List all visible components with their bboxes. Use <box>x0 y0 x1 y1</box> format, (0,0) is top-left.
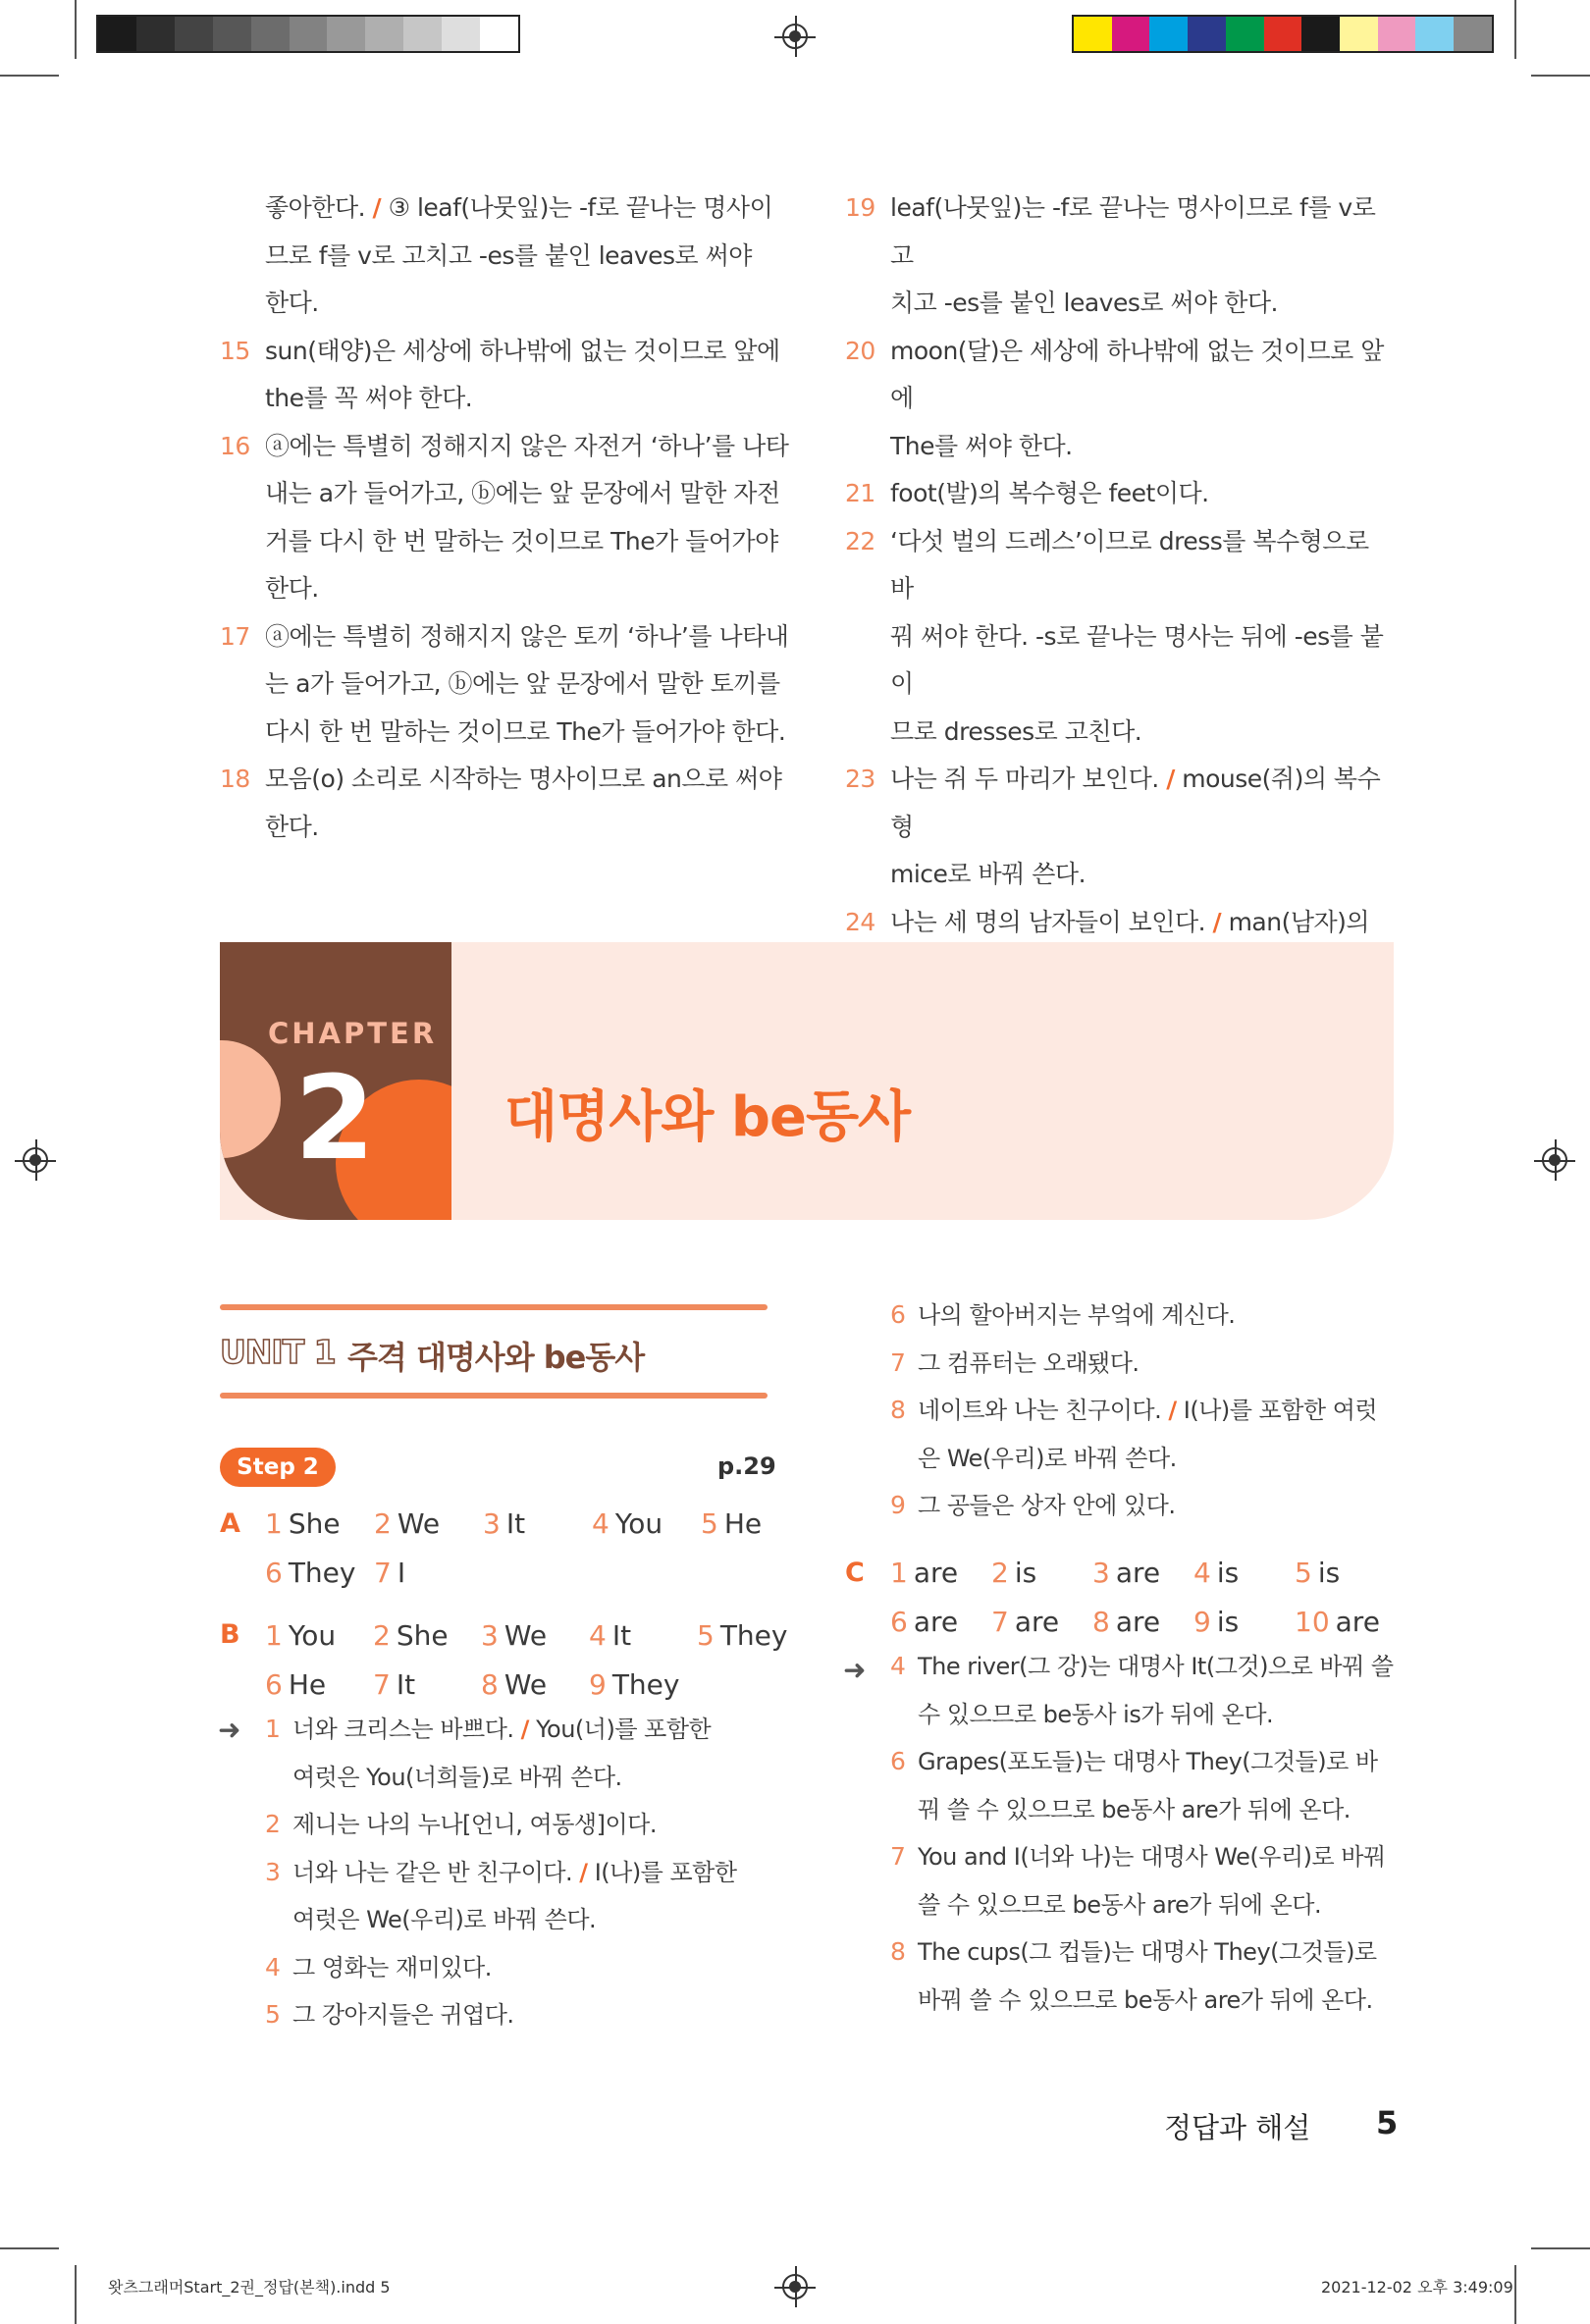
explanation-item <box>220 756 789 851</box>
item-text: sun(태양)은 세상에 하나밖에 없는 것이므로 앞에 <box>265 336 780 365</box>
item-number: 9 <box>890 1491 906 1519</box>
item-number: 8 <box>890 1396 906 1424</box>
registration-mark-right-icon <box>1542 1147 1567 1173</box>
item-line <box>265 470 789 518</box>
explanation-item <box>845 470 1395 518</box>
explanation-item <box>845 185 1395 328</box>
section-a-letter: A <box>220 1508 240 1539</box>
item-number: 6 <box>890 1300 906 1329</box>
color-swatch <box>1301 17 1340 51</box>
answer-number: 4 <box>589 1619 607 1652</box>
answer-value: They <box>288 1557 356 1589</box>
item-number: 7 <box>890 1347 906 1377</box>
item-number: 20 <box>845 336 875 365</box>
answer-value: He <box>723 1507 763 1540</box>
item-text: 거를 다시 한 번 말하는 것이므로 The가 들어가야 <box>265 526 778 555</box>
section-b-notes-continued <box>890 1292 1401 1530</box>
color-swatch <box>213 17 251 51</box>
item-number: 5 <box>265 2000 281 2029</box>
item-line <box>890 423 1395 471</box>
item-line <box>265 375 789 423</box>
crop-mark <box>75 2265 77 2324</box>
answer-value: is <box>1216 1557 1240 1589</box>
item-text: 꿔 쓸 수 있으므로 be동사 are가 뒤에 온다. <box>918 1795 1351 1823</box>
item-line <box>918 1928 1401 1977</box>
page-number: 5 <box>1376 2104 1399 2141</box>
answer-number: 3 <box>481 1619 499 1652</box>
item-line <box>918 1691 1401 1739</box>
answer-value: It <box>611 1619 632 1652</box>
item-text: The cups(그 컵들)는 대명사 They(그것들)로 <box>918 1938 1377 1966</box>
crop-mark <box>0 2247 59 2249</box>
answer-value: We <box>504 1619 548 1652</box>
chapter-label: CHAPTER <box>268 1017 438 1050</box>
unit-title: 주격 대명사와 be동사 <box>347 1339 645 1376</box>
item-number: 18 <box>220 765 250 793</box>
answer-value: It <box>396 1668 416 1701</box>
item-text: 바꿔 쓸 수 있으므로 be동사 are가 뒤에 온다. <box>918 1985 1373 2014</box>
item-line <box>918 1292 1401 1340</box>
slug-timestamp: 2021-12-02 오후 3:49:09 <box>1321 2278 1513 2297</box>
item-text: I(나)를 포함한 <box>587 1858 737 1886</box>
answer-number: 4 <box>592 1507 610 1540</box>
explanation-item <box>220 185 789 328</box>
answer-value: are <box>913 1557 959 1589</box>
color-swatch <box>442 17 480 51</box>
color-swatch <box>1149 17 1188 51</box>
footer-title: 정답과 해설 <box>1164 2111 1311 2144</box>
item-text: 나는 세 명의 남자들이 보인다. <box>890 907 1213 936</box>
arrow-icon: ➜ <box>218 1714 241 1746</box>
item-number: 15 <box>220 336 250 365</box>
item-line <box>890 518 1395 613</box>
slash-separator: / <box>579 1858 588 1886</box>
explanation-item <box>265 1801 775 1849</box>
explanation-item <box>265 1944 775 1992</box>
answer-value: is <box>1317 1557 1341 1589</box>
slash-separator: / <box>1166 765 1175 793</box>
color-swatch <box>403 17 442 51</box>
answer-number: 3 <box>1092 1557 1110 1589</box>
explanation-item <box>220 613 789 757</box>
item-text: You and I(너와 나)는 대명사 We(우리)로 바꿔 <box>918 1843 1386 1871</box>
item-line <box>890 709 1395 757</box>
answer-number: 9 <box>1193 1606 1211 1638</box>
answer-number: 6 <box>890 1606 908 1638</box>
item-text: 네이트와 나는 친구이다. <box>918 1397 1169 1424</box>
color-swatch <box>1454 17 1492 51</box>
registration-mark-bottom-icon <box>782 2274 808 2299</box>
item-number: 19 <box>845 193 875 222</box>
top-left-explanations <box>220 185 789 851</box>
color-swatch <box>1340 17 1378 51</box>
item-text: 쓸 수 있으므로 be동사 are가 뒤에 온다. <box>918 1890 1322 1919</box>
section-c-notes <box>890 1643 1401 2024</box>
answer-number: 2 <box>373 1619 391 1652</box>
item-text: 은 We(우리)로 바꿔 쓴다. <box>918 1444 1177 1472</box>
item-number: 17 <box>220 621 250 651</box>
answer-number: 3 <box>483 1507 501 1540</box>
item-text: 수 있으므로 be동사 is가 뒤에 온다. <box>918 1700 1274 1728</box>
color-swatch <box>290 17 328 51</box>
item-text: ③ leaf(나뭇잎)는 -f로 끝나는 명사이 <box>381 193 773 222</box>
item-text: 한다. <box>265 574 319 603</box>
unit-rule-bottom <box>220 1393 768 1399</box>
color-swatch <box>1074 17 1112 51</box>
item-line <box>918 1435 1401 1483</box>
explanation-item <box>845 328 1395 471</box>
item-line <box>265 565 789 613</box>
answer-value: She <box>396 1619 449 1652</box>
item-line <box>265 709 789 757</box>
section-b-letter: B <box>220 1619 240 1650</box>
explanation-item <box>890 1928 1401 2024</box>
slash-separator: / <box>1168 1397 1177 1424</box>
answer-number: 8 <box>1092 1606 1110 1638</box>
item-number: 6 <box>890 1747 906 1775</box>
color-swatch <box>251 17 290 51</box>
explanation-item <box>265 1991 775 2039</box>
item-number: 2 <box>265 1810 281 1838</box>
explanation-item <box>845 756 1395 899</box>
answer-number: 1 <box>890 1557 908 1589</box>
item-text: I(나)를 포함한 여럿 <box>1176 1397 1378 1424</box>
explanation-item <box>265 1849 775 1944</box>
item-line <box>890 185 1395 280</box>
item-number: 8 <box>890 1937 906 1966</box>
answer-value: are <box>913 1606 959 1638</box>
section-c-letter: C <box>845 1558 865 1588</box>
explanation-item <box>890 1482 1401 1530</box>
item-text: 치고 -es를 붙인 leaves로 써야 한다. <box>890 289 1278 317</box>
item-text: 나의 할아버지는 부엌에 계신다. <box>918 1301 1236 1329</box>
item-text: 그 컴퓨터는 오래됐다. <box>918 1348 1140 1377</box>
item-line <box>292 1991 775 2039</box>
crop-mark <box>1514 2265 1516 2324</box>
answer-value: It <box>505 1507 526 1540</box>
item-line <box>265 613 789 661</box>
slash-separator: / <box>1212 907 1222 936</box>
chapter-title: 대명사와 be동사 <box>504 1085 911 1149</box>
item-text: You(너)를 포함한 <box>528 1716 712 1743</box>
answer-number: 6 <box>265 1557 283 1589</box>
item-line <box>918 1881 1401 1929</box>
item-text: 그 강아지들은 귀엽다. <box>292 2001 514 2029</box>
answer-value: You <box>288 1619 337 1652</box>
registration-mark-top-icon <box>782 24 808 49</box>
explanation-item <box>265 1706 775 1801</box>
answer-number: 2 <box>374 1507 392 1540</box>
item-line <box>292 1801 775 1849</box>
item-number: 23 <box>845 765 875 793</box>
step-badge: Step 2 <box>220 1448 336 1487</box>
color-swatch <box>1226 17 1264 51</box>
item-line <box>265 518 789 566</box>
explanation-item <box>890 1643 1401 1738</box>
item-text: foot(발)의 복수형은 feet이다. <box>890 479 1209 507</box>
item-line <box>265 280 789 328</box>
answer-number: 7 <box>373 1668 391 1701</box>
answer-value: He <box>288 1668 327 1701</box>
color-swatch <box>98 17 136 51</box>
color-swatch <box>1264 17 1302 51</box>
item-number: 24 <box>845 907 875 936</box>
item-number: 21 <box>845 479 875 507</box>
item-line <box>265 423 789 471</box>
item-line <box>265 756 789 804</box>
item-line <box>265 233 789 281</box>
item-line <box>265 660 789 709</box>
answer-value: They <box>719 1619 788 1652</box>
item-line <box>292 1849 775 1897</box>
page-reference: p.29 <box>717 1452 776 1480</box>
item-line <box>918 1340 1401 1388</box>
answer-number: 5 <box>697 1619 715 1652</box>
crop-mark <box>75 0 77 59</box>
answer-value: are <box>1014 1606 1060 1638</box>
item-text: 한다. <box>265 812 319 841</box>
answer-number: 6 <box>265 1668 283 1701</box>
item-number: 4 <box>890 1652 906 1680</box>
item-line <box>918 1738 1401 1786</box>
item-number: 1 <box>265 1715 281 1743</box>
explanation-item <box>890 1387 1401 1482</box>
item-line <box>890 756 1395 851</box>
item-text: mouse(쥐)의 복수형 <box>890 765 1381 841</box>
explanation-item <box>845 518 1395 757</box>
registration-mark-left-icon <box>23 1147 48 1173</box>
item-line <box>918 1387 1401 1435</box>
item-text: 한다. <box>265 289 319 317</box>
item-text: 여럿은 We(우리)로 바꿔 쓴다. <box>292 1906 597 1933</box>
color-swatch <box>1188 17 1226 51</box>
unit-rule-top <box>220 1304 768 1310</box>
item-text: leaf(나뭇잎)는 -f로 끝나는 명사이므로 f를 v로 고 <box>890 193 1376 270</box>
color-swatch <box>365 17 403 51</box>
slash-separator: / <box>372 193 382 222</box>
color-swatch <box>175 17 213 51</box>
item-line <box>890 470 1395 518</box>
answer-number: 5 <box>701 1507 718 1540</box>
color-bar <box>1072 15 1494 53</box>
answer-value: are <box>1115 1557 1161 1589</box>
item-text: 내는 a가 들어가고, ⓑ에는 앞 문장에서 말한 자전 <box>265 479 780 507</box>
item-text: 므로 f를 v로 고치고 -es를 붙인 leaves로 써야 <box>265 240 752 270</box>
item-text: Grapes(포도들)는 대명사 They(그것들)로 바 <box>918 1748 1378 1775</box>
item-number: 4 <box>265 1952 281 1981</box>
item-text: 다시 한 번 말하는 것이므로 The가 들어가야 한다. <box>265 716 786 746</box>
item-text: moon(달)은 세상에 하나밖에 없는 것이므로 앞에 <box>890 336 1384 412</box>
item-line <box>890 851 1395 899</box>
item-text: ⓐ에는 특별히 정해지지 않은 토끼 ‘하나’를 나타내 <box>265 621 789 651</box>
item-text: 좋아한다. <box>265 193 373 222</box>
answer-number: 9 <box>589 1668 607 1701</box>
item-line <box>292 1706 775 1754</box>
answer-value: We <box>504 1668 548 1701</box>
color-swatch <box>1112 17 1150 51</box>
explanation-item <box>220 423 789 613</box>
item-line <box>890 280 1395 328</box>
explanation-item <box>220 328 789 423</box>
crop-mark <box>1531 2247 1590 2249</box>
chapter-number: 2 <box>294 1050 376 1186</box>
item-line <box>265 185 789 233</box>
unit-tag: UNIT 1 <box>220 1333 336 1371</box>
crop-mark <box>1531 75 1590 77</box>
item-line <box>918 1833 1401 1881</box>
item-line <box>918 1786 1401 1834</box>
item-line <box>292 1754 775 1802</box>
answer-value: We <box>397 1507 441 1540</box>
crop-mark <box>0 75 59 77</box>
item-line <box>292 1896 775 1944</box>
item-text: 너와 크리스는 바쁘다. <box>292 1716 521 1743</box>
item-text: 여럿은 You(너희들)로 바꿔 쓴다. <box>292 1763 622 1791</box>
answer-value: are <box>1335 1606 1380 1638</box>
section-b-notes <box>265 1706 775 2039</box>
item-text: the를 꼭 써야 한다. <box>265 384 473 412</box>
item-number: 7 <box>890 1842 906 1871</box>
item-text: 너와 나는 같은 반 친구이다. <box>292 1858 580 1886</box>
grayscale-bar <box>96 15 520 53</box>
item-line <box>265 328 789 376</box>
slash-separator: / <box>520 1716 529 1743</box>
explanation-item <box>890 1738 1401 1833</box>
answer-number: 7 <box>374 1557 392 1589</box>
answer-value: You <box>614 1507 663 1540</box>
crop-mark <box>1514 0 1516 59</box>
item-text: 제니는 나의 누나[언니, 여동생]이다. <box>292 1811 657 1838</box>
item-text: 나는 쥐 두 마리가 보인다. <box>890 765 1167 793</box>
answer-value: They <box>611 1668 680 1701</box>
item-text: man(남자)의 <box>1228 907 1370 936</box>
item-line <box>918 1482 1401 1530</box>
item-text: The river(그 강)는 대명사 It(그것)으로 바꿔 쓸 <box>918 1653 1394 1680</box>
item-text: ‘다섯 벌의 드레스’이므로 dress를 복수형으로 바 <box>890 526 1369 603</box>
explanation-item <box>890 1833 1401 1928</box>
answer-number: 5 <box>1295 1557 1312 1589</box>
answer-value: is <box>1216 1606 1240 1638</box>
answer-value: are <box>1115 1606 1161 1638</box>
item-line <box>918 1977 1401 2025</box>
item-text: mice로 바꿔 쓴다. <box>890 860 1086 888</box>
answer-number: 7 <box>991 1606 1009 1638</box>
color-swatch <box>480 17 518 51</box>
item-number: 3 <box>265 1857 281 1886</box>
arrow-icon: ➜ <box>843 1654 867 1686</box>
item-line <box>265 804 789 852</box>
answer-number: 1 <box>265 1619 283 1652</box>
item-line <box>292 1944 775 1992</box>
item-text: 그 영화는 재미있다. <box>292 1953 492 1981</box>
item-number: 16 <box>220 431 250 460</box>
item-line <box>890 613 1395 709</box>
answer-number: 4 <box>1193 1557 1211 1589</box>
explanation-item <box>890 1340 1401 1388</box>
item-line <box>918 1643 1401 1691</box>
item-text: 므로 dresses로 고친다. <box>890 716 1142 746</box>
color-swatch <box>136 17 175 51</box>
answer-number: 8 <box>481 1668 499 1701</box>
answer-number: 2 <box>991 1557 1009 1589</box>
item-line <box>890 328 1395 423</box>
answer-value: I <box>397 1557 406 1589</box>
item-text: 꿔 써야 한다. -s로 끝나는 명사는 뒤에 -es를 붙이 <box>890 621 1384 698</box>
item-text: ⓐ에는 특별히 정해지지 않은 자전거 ‘하나’를 나타 <box>265 431 789 460</box>
item-text: The를 써야 한다. <box>890 431 1073 460</box>
slug-filename: 왓츠그래머Start_2권_정답(본책).indd 5 <box>108 2278 391 2297</box>
answer-number: 10 <box>1295 1606 1330 1638</box>
color-swatch <box>1415 17 1454 51</box>
item-number: 22 <box>845 526 875 555</box>
answer-number: 1 <box>265 1507 283 1540</box>
color-swatch <box>327 17 365 51</box>
explanation-item <box>890 1292 1401 1340</box>
answer-value: is <box>1014 1557 1037 1589</box>
item-text: 모음(o) 소리로 시작하는 명사이므로 an으로 써야 <box>265 765 782 793</box>
item-text: 는 a가 들어가고, ⓑ에는 앞 문장에서 말한 토끼를 <box>265 669 780 698</box>
color-swatch <box>1378 17 1416 51</box>
item-text: 그 공들은 상자 안에 있다. <box>918 1492 1176 1519</box>
answer-value: She <box>288 1507 341 1540</box>
